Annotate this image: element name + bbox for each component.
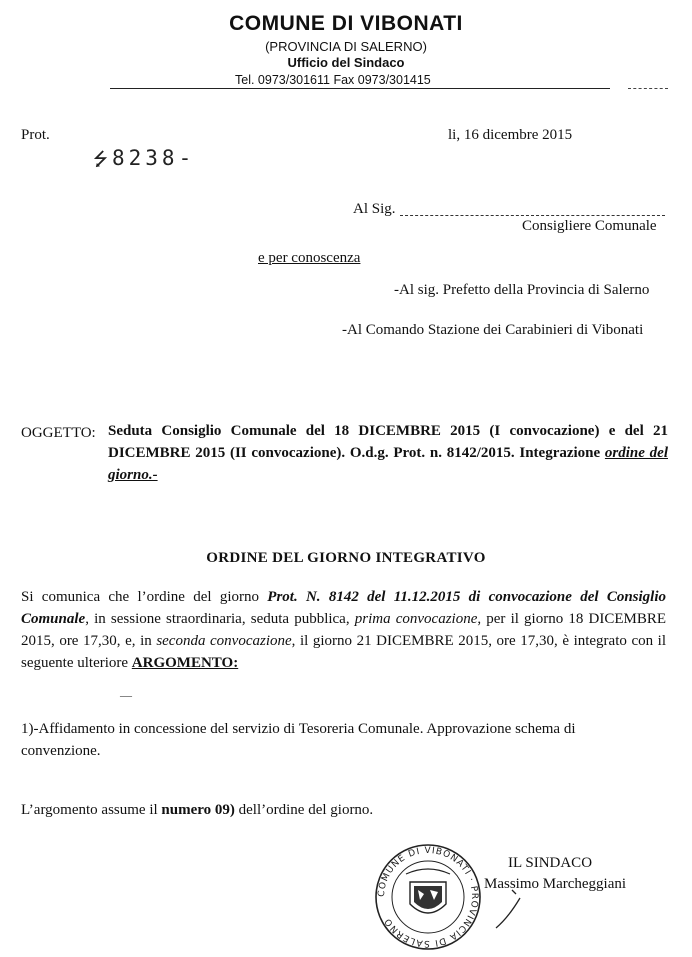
agenda-title: ORDINE DEL GIORNO INTEGRATIVO [206,550,486,566]
body-part-5: , per il giorno 18 DICEMBRE 2015, ore 17,30, e, in [21,611,667,649]
signatory-name: Massimo Marcheggiani [484,876,627,892]
document-date: li, 16 dicembre 2015 [448,127,573,143]
agenda-paragraph [21,586,666,674]
agenda-item-1: 1)-Affidamento in concessione del servizio di Tesoreria Comunale. Approvazione schema di convenzione. [21,721,576,759]
subject-label: OGGETTO: [21,425,96,441]
province-subtitle: (PROVINCIA DI SALERNO) [265,39,427,54]
closing-sentence [21,802,373,819]
recipient-role: Consigliere Comunale [522,218,657,234]
seal-text: COMUNE DI VIBONATI · PROVINCIA DI SALERNO [376,845,480,949]
closing-number: numero 09) [161,802,235,818]
cc-prefetto: -Al sig. Prefetto della Provincia di Salerno [394,282,650,298]
cc-carabinieri: -Al Comando Stazione dei Carabinieri di Vibonati [342,322,644,338]
official-seal [366,842,490,952]
prot-number: 8238- [112,146,196,170]
body-part-7: , il giorno 21 DICEMBRE 2015, ore 17,30, è integrato con il seguente ulteriore [21,633,666,671]
signatory-title: IL SINDACO [508,855,593,871]
prot-number-stamp: ⭍8238- [93,146,196,170]
recipient-al-sig: Al Sig. [353,201,396,217]
body-part-2: Prot. N. 8142 del 11.12.2015 di convocazione del Consiglio Comunale [21,589,667,627]
closing-part-1: L’argomento assume il [21,802,162,818]
closing-part-3: dell’ordine del giorno. [234,802,374,818]
recipient-blank-line [400,215,665,216]
prot-label: Prot. [21,127,50,143]
handwritten-signature [490,888,530,933]
contact-line: Tel. 0973/301611 Fax 0973/301415 [235,73,431,87]
municipality-title: COMUNE DI VIBONATI [229,12,463,35]
header-divider [110,88,610,89]
scan-mark: — [120,688,132,702]
body-part-6: seconda convocazione [156,633,292,649]
header-divider-tail [628,88,668,89]
body-part-3: , in sessione straordinaria, seduta pubblica, [85,611,355,627]
body-part-argomento: ARGOMENTO: [131,655,239,671]
body-part-4: prima convocazione [354,611,478,627]
office-name: Ufficio del Sindaco [287,55,405,70]
subject-text [108,420,668,486]
subject-main: Seduta Consiglio Comunale del 18 DICEMBRE 2015 (I convocazione) e del 21 DICEMBRE 2015 (II convocazione). O.d.g. Prot. n. 8142/2015. Integrazione [108,423,668,461]
body-part-1: Si comunica che l’ordine del giorno [21,589,268,605]
cc-heading: e per conoscenza [258,250,361,266]
subject-underlined: ordine del giorno.- [108,445,668,483]
